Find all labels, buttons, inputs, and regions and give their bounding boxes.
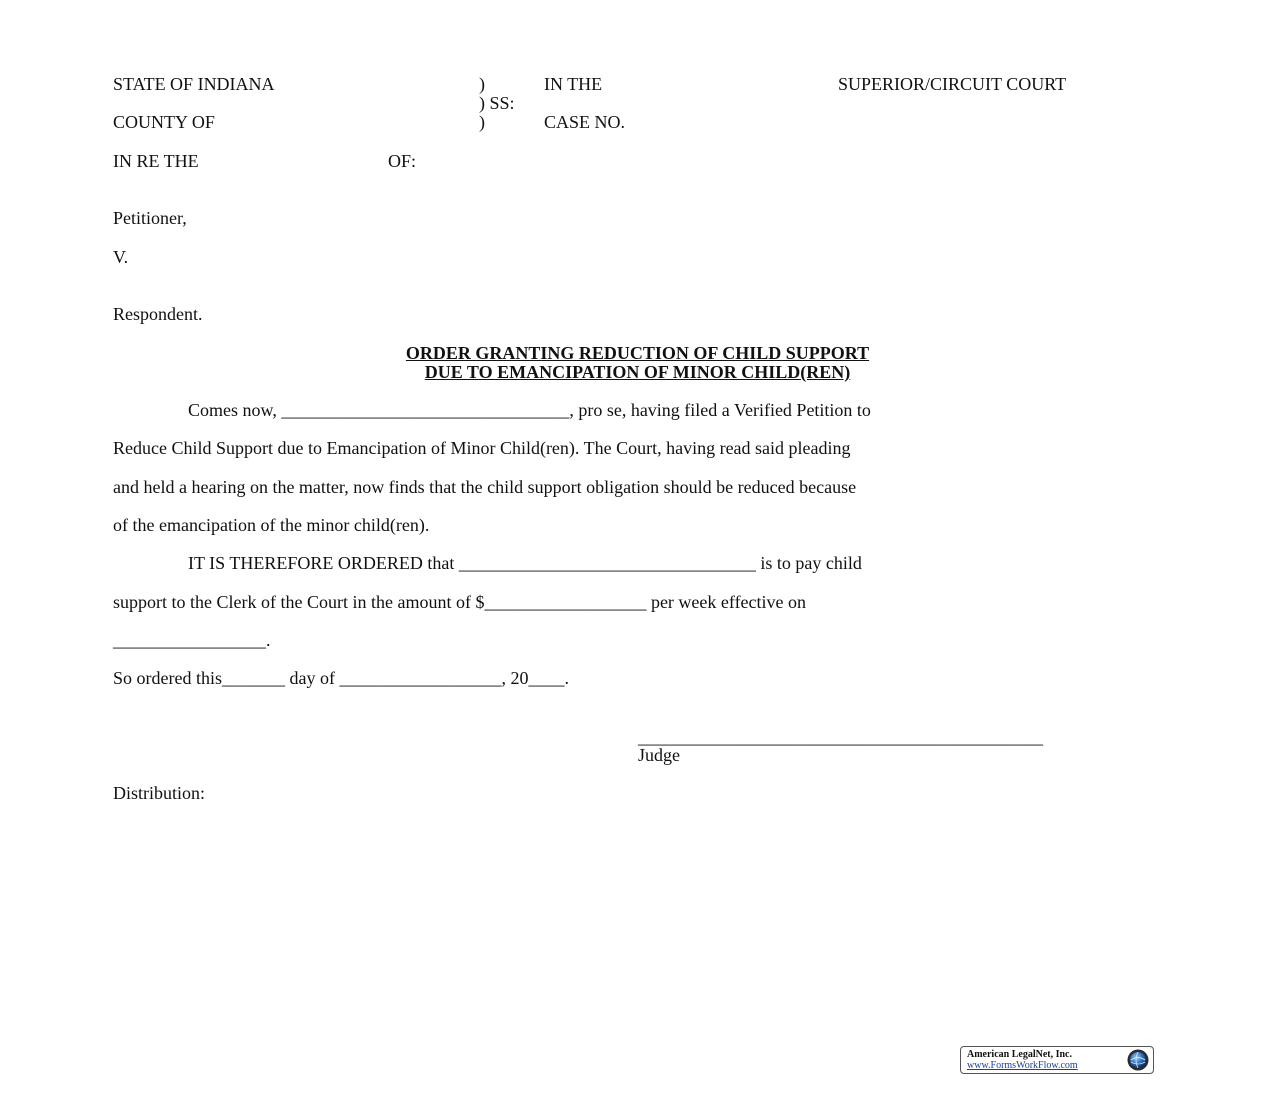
of-label: OF: [388, 151, 417, 171]
caption-paren-2: ) [479, 112, 485, 132]
document-title-line-2: DUE TO EMANCIPATION OF MINOR CHILD(REN) [424, 362, 851, 382]
body-p2-line-3: _________________. [113, 630, 271, 650]
logo-website-link[interactable]: www.FormsWorkFlow.com [967, 1060, 1078, 1071]
distribution-label: Distribution: [113, 783, 206, 803]
logo-company-name: American LegalNet, Inc. [967, 1049, 1072, 1060]
versus-label: V. [113, 247, 129, 267]
judge-signature-line: _____________________________________________ [638, 727, 1043, 747]
respondent-label: Respondent. [113, 304, 203, 324]
globe-icon [1126, 1048, 1150, 1072]
in-re-label: IN RE THE [113, 151, 199, 171]
in-the-label: IN THE [544, 74, 603, 94]
american-legalnet-logo [960, 1046, 1154, 1074]
court-label: SUPERIOR/CIRCUIT COURT [838, 74, 1067, 94]
judge-label: Judge [638, 745, 680, 765]
body-p1-line-4: of the emancipation of the minor child(ren). [113, 515, 430, 535]
body-p1-line-2: Reduce Child Support due to Emancipation of Minor Child(ren). The Court, having read said pleading [113, 438, 851, 458]
caption-paren-1: ) [479, 74, 485, 94]
body-p2-line-2: support to the Clerk of the Court in the amount of $__________________ per week effective on [113, 592, 807, 612]
so-ordered-line: So ordered this_______ day of __________________, 20____. [113, 668, 569, 688]
petitioner-label: Petitioner, [113, 208, 187, 228]
body-p1-line-1: Comes now, ________________________________, pro se, having filed a Verified Petition to [188, 400, 871, 420]
case-no-label: CASE NO. [544, 112, 626, 132]
body-p2-line-1: IT IS THEREFORE ORDERED that _________________________________ is to pay child [188, 553, 862, 573]
ss-label: ) SS: [479, 93, 515, 113]
body-p1-line-3: and held a hearing on the matter, now finds that the child support obligation should be reduced because [113, 477, 857, 497]
document-title-line-1: ORDER GRANTING REDUCTION OF CHILD SUPPORT [405, 343, 870, 363]
county-label: COUNTY OF [113, 112, 215, 132]
state-label: STATE OF INDIANA [113, 74, 275, 94]
